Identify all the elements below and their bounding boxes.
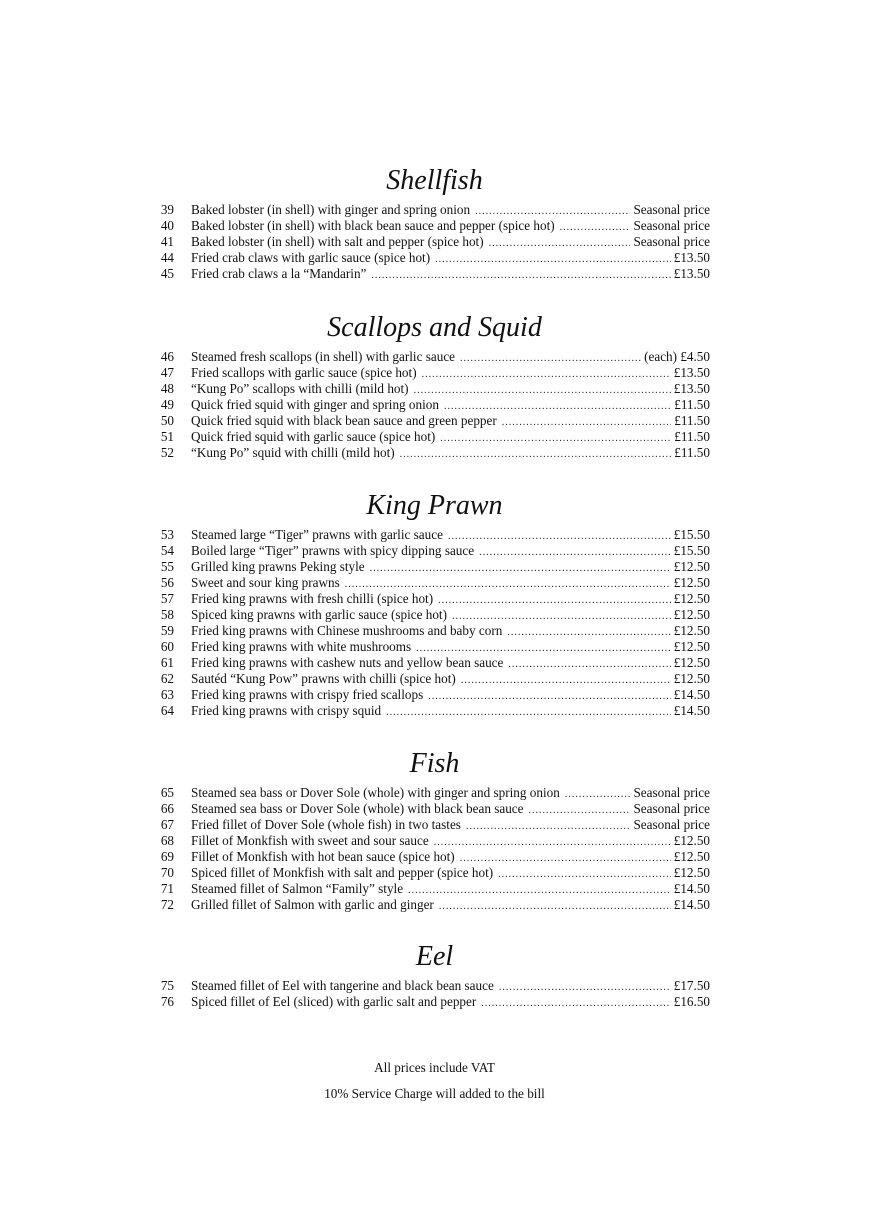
item-line	[191, 897, 710, 915]
item-description: “Kung Po” scallops with chilli (mild hot)	[191, 381, 409, 396]
item-number: 49	[160, 397, 174, 412]
item-number: 44	[160, 250, 174, 265]
menu-item	[0, 429, 869, 445]
item-price: £12.50	[673, 639, 710, 654]
item-description: Steamed fillet of Salmon “Family” style	[191, 881, 404, 896]
item-description: Fried crab claws with garlic sauce (spice hot)	[191, 250, 431, 265]
menu-item	[0, 817, 869, 833]
item-price: Seasonal price	[633, 202, 710, 217]
item-price: £12.50	[673, 671, 710, 686]
item-list	[0, 785, 869, 913]
item-number: 57	[160, 591, 174, 606]
item-description: Fried king prawns with crispy fried scallops	[191, 687, 424, 702]
item-number: 39	[160, 202, 174, 217]
menu-item	[0, 994, 869, 1010]
section-shellfish	[0, 164, 869, 282]
item-number: 59	[160, 623, 174, 638]
item-number: 51	[160, 429, 174, 444]
item-price: £12.50	[673, 591, 710, 606]
menu-item	[0, 833, 869, 849]
item-description: Quick fried squid with garlic sauce (spice hot)	[191, 429, 436, 444]
item-price: Seasonal price	[633, 785, 710, 800]
menu-item	[0, 639, 869, 655]
item-price: £14.50	[673, 687, 710, 702]
item-list	[0, 202, 869, 282]
item-description: Fried scallops with garlic sauce (spice hot)	[191, 365, 417, 380]
item-price: £17.50	[673, 978, 710, 993]
item-description: Baked lobster (in shell) with black bean sauce and pepper (spice hot)	[191, 218, 555, 233]
item-list	[0, 527, 869, 719]
item-price: £12.50	[673, 559, 710, 574]
item-price: £13.50	[673, 266, 710, 281]
item-price: £12.50	[673, 575, 710, 590]
item-description: Quick fried squid with ginger and spring onion	[191, 397, 439, 412]
section-title: Scallops and Squid	[327, 312, 542, 343]
item-list	[0, 978, 869, 1010]
item-price: £14.50	[673, 703, 710, 718]
item-price: £16.50	[673, 994, 710, 1009]
item-number: 71	[160, 881, 174, 896]
item-description: Steamed large “Tiger” prawns with garlic sauce	[191, 527, 443, 542]
item-description: Baked lobster (in shell) with salt and pepper (spice hot)	[191, 234, 484, 249]
menu-item	[0, 527, 869, 543]
item-description: Fillet of Monkfish with sweet and sour sauce	[191, 833, 429, 848]
item-description: Boiled large “Tiger” prawns with spicy dipping sauce	[191, 543, 475, 558]
item-number: 62	[160, 671, 174, 686]
item-number: 60	[160, 639, 174, 654]
item-number: 48	[160, 381, 174, 396]
section-fish	[0, 747, 869, 913]
section-title: King Prawn	[366, 490, 503, 521]
item-number: 67	[160, 817, 174, 832]
item-price: Seasonal price	[633, 218, 710, 233]
item-price: £11.50	[674, 445, 710, 460]
item-price: £13.50	[673, 250, 710, 265]
item-description: Fried king prawns with Chinese mushrooms and baby corn	[191, 623, 503, 638]
menu-item	[0, 591, 869, 607]
item-description: Sautéd “Kung Pow” prawns with chilli (spice hot)	[191, 671, 456, 686]
menu-item	[0, 381, 869, 397]
item-list	[0, 349, 869, 461]
item-number: 56	[160, 575, 174, 590]
item-price: £12.50	[673, 849, 710, 864]
item-number: 76	[160, 994, 174, 1009]
dot-leader	[386, 705, 671, 721]
item-price: (each) £4.50	[644, 349, 710, 364]
item-number: 66	[160, 801, 174, 816]
dot-leader	[371, 268, 670, 284]
item-number: 55	[160, 559, 174, 574]
dot-leader	[481, 996, 670, 1012]
item-price: £12.50	[673, 833, 710, 848]
menu-item	[0, 234, 869, 250]
menu-item	[0, 250, 869, 266]
item-number: 40	[160, 218, 174, 233]
item-description: Fried crab claws a la “Mandarin”	[191, 266, 367, 281]
item-number: 52	[160, 445, 174, 460]
item-line	[191, 445, 710, 463]
item-number: 64	[160, 703, 174, 718]
service-charge-note: 10% Service Charge will added to the bill	[324, 1086, 545, 1101]
section-title: Fish	[409, 748, 460, 779]
item-price: £14.50	[673, 881, 710, 896]
item-description: Fried king prawns with crispy squid	[191, 703, 382, 718]
menu-item	[0, 575, 869, 591]
item-description: Grilled king prawns Peking style	[191, 559, 365, 574]
menu-item	[0, 897, 869, 913]
item-number: 72	[160, 897, 174, 912]
item-number: 45	[160, 266, 174, 281]
menu-item	[0, 543, 869, 559]
menu-item	[0, 655, 869, 671]
section-king-prawn	[0, 489, 869, 719]
menu-item	[0, 445, 869, 461]
menu-item	[0, 623, 869, 639]
item-description: Fried king prawns with cashew nuts and yellow bean sauce	[191, 655, 504, 670]
item-description: Spiced king prawns with garlic sauce (spice hot)	[191, 607, 447, 622]
item-description: Sweet and sour king prawns	[191, 575, 340, 590]
item-description: Fried king prawns with fresh chilli (spice hot)	[191, 591, 434, 606]
menu-item	[0, 397, 869, 413]
section-eel	[0, 940, 869, 1010]
menu-item	[0, 978, 869, 994]
item-number: 58	[160, 607, 174, 622]
menu-item	[0, 365, 869, 381]
menu-item	[0, 801, 869, 817]
item-price: £15.50	[673, 527, 710, 542]
item-line	[191, 266, 710, 284]
menu-item	[0, 687, 869, 703]
item-price: £12.50	[673, 865, 710, 880]
item-description: Fried fillet of Dover Sole (whole fish) in two tastes	[191, 817, 461, 832]
item-price: £12.50	[673, 655, 710, 670]
menu-item	[0, 881, 869, 897]
item-price: Seasonal price	[633, 234, 710, 249]
item-price: £12.50	[673, 623, 710, 638]
dot-leader	[439, 899, 671, 915]
item-price: £12.50	[673, 607, 710, 622]
item-description: “Kung Po” squid with chilli (mild hot)	[191, 445, 395, 460]
menu-item	[0, 607, 869, 623]
item-price: Seasonal price	[633, 801, 710, 816]
item-number: 65	[160, 785, 174, 800]
menu-item	[0, 349, 869, 365]
item-price: £14.50	[673, 897, 710, 912]
item-price: £11.50	[674, 413, 710, 428]
dot-leader	[400, 447, 672, 463]
item-description: Quick fried squid with black bean sauce and green pepper	[191, 413, 497, 428]
item-description: Steamed sea bass or Dover Sole (whole) with black bean sauce	[191, 801, 524, 816]
item-number: 47	[160, 365, 174, 380]
item-number: 50	[160, 413, 174, 428]
section-scallops-and-squid	[0, 311, 869, 461]
item-number: 68	[160, 833, 174, 848]
item-line	[191, 703, 710, 721]
menu-item	[0, 413, 869, 429]
vat-note: All prices include VAT	[374, 1060, 495, 1075]
item-number: 69	[160, 849, 174, 864]
item-number: 53	[160, 527, 174, 542]
item-description: Grilled fillet of Salmon with garlic and ginger	[191, 897, 434, 912]
item-description: Fillet of Monkfish with hot bean sauce (spice hot)	[191, 849, 455, 864]
section-title: Eel	[415, 941, 454, 972]
item-price: £15.50	[673, 543, 710, 558]
item-description: Baked lobster (in shell) with ginger and spring onion	[191, 202, 471, 217]
menu-item	[0, 671, 869, 687]
item-description: Steamed fresh scallops (in shell) with garlic sauce	[191, 349, 456, 364]
item-description: Spiced fillet of Eel (sliced) with garlic salt and pepper	[191, 994, 477, 1009]
menu-item	[0, 703, 869, 719]
item-number: 63	[160, 687, 174, 702]
item-price: £13.50	[673, 381, 710, 396]
menu-item	[0, 785, 869, 801]
menu-item	[0, 849, 869, 865]
item-line	[191, 994, 710, 1012]
menu-item	[0, 266, 869, 282]
item-description: Steamed fillet of Eel with tangerine and black bean sauce	[191, 978, 494, 993]
menu-item	[0, 559, 869, 575]
menu-item	[0, 218, 869, 234]
item-number: 41	[160, 234, 174, 249]
item-price: £13.50	[673, 365, 710, 380]
menu-item	[0, 202, 869, 218]
item-number: 70	[160, 865, 174, 880]
item-number: 54	[160, 543, 174, 558]
item-price: £11.50	[674, 429, 710, 444]
item-number: 61	[160, 655, 174, 670]
item-description: Fried king prawns with white mushrooms	[191, 639, 412, 654]
item-description: Steamed sea bass or Dover Sole (whole) with ginger and spring onion	[191, 785, 560, 800]
menu-item	[0, 865, 869, 881]
item-number: 46	[160, 349, 174, 364]
item-price: Seasonal price	[633, 817, 710, 832]
section-title: Shellfish	[386, 165, 483, 196]
item-price: £11.50	[674, 397, 710, 412]
item-description: Spiced fillet of Monkfish with salt and pepper (spice hot)	[191, 865, 494, 880]
item-number: 75	[160, 978, 174, 993]
